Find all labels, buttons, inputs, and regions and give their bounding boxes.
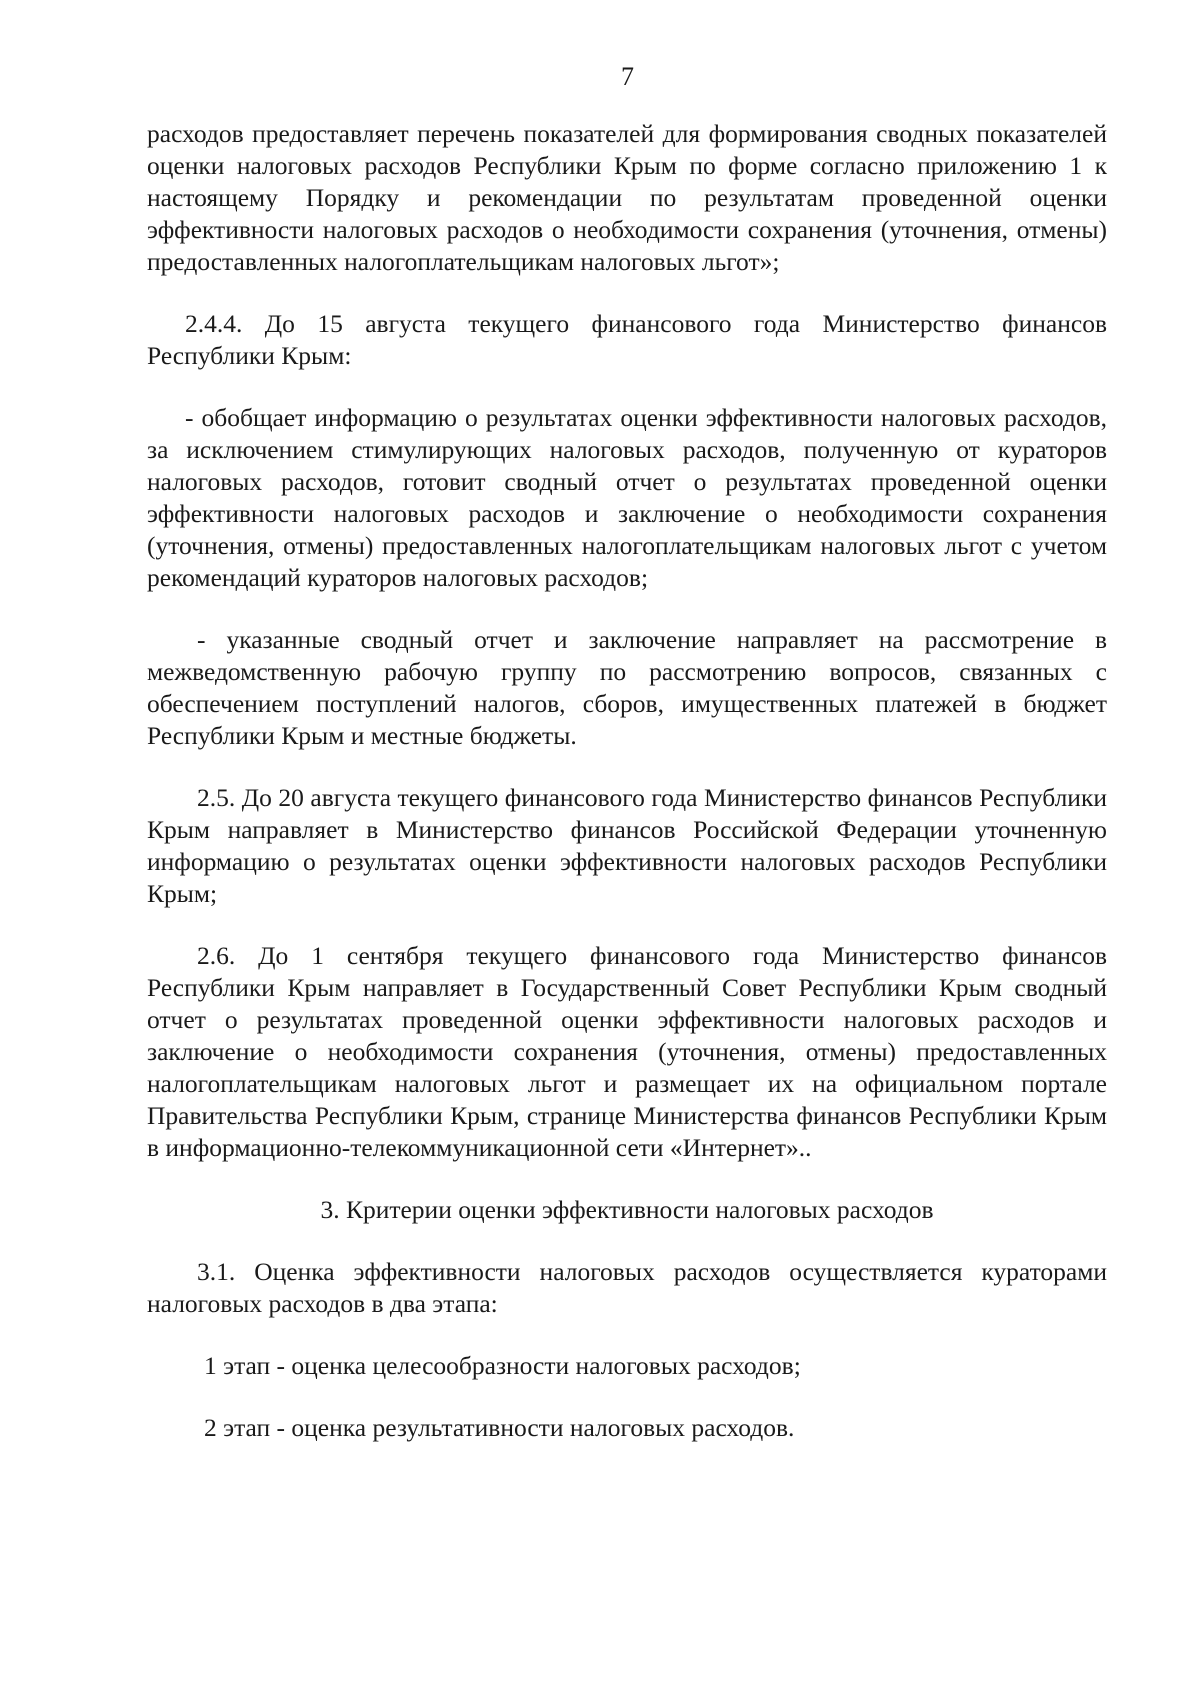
paragraph-2-6: 2.6. До 1 сентября текущего финансового года Министерство финансов Республики Крым направляет в Государственный Совет Республики Крым сводный отчет о результатах проведенной оценки эффективности налоговых расходов и заключение о необходимости сохранения (уточнения, отмены) предоставленных налогоплательщикам налоговых льгот и размещает их на официальном портале Правительства Республики Крым, странице Министерства финансов Республики Крым в информационно-телекоммуникационной сети «Интернет»..: [147, 941, 1107, 1162]
paragraph-2-4-4: 2.4.4. До 15 августа текущего финансового года Министерство финансов Республики Крым:: [147, 309, 1107, 370]
section-heading-3: 3. Критерии оценки эффективности налоговых расходов: [320, 1195, 934, 1224]
paragraph-continuation: расходов предоставляет перечень показателей для формирования сводных показателей оценки налоговых расходов Республики Крым по форме согласно приложению 1 к настоящему Порядку и рекомендации по результатам проведенной оценки эффективности налоговых расходов о необходимости сохранения (уточнения, отмены) предоставленных налогоплательщикам налоговых льгот»;: [147, 119, 1107, 276]
document-body: [147, 118, 1107, 1474]
page-number: 7: [621, 62, 634, 91]
paragraph-3-1: 3.1. Оценка эффективности налоговых расходов осуществляется кураторами налоговых расходов в два этапа:: [147, 1257, 1107, 1318]
stage-2: 2 этап - оценка результативности налоговых расходов.: [204, 1413, 795, 1442]
paragraph-summarizes-info: - обобщает информацию о результатах оценки эффективности налоговых расходов, за исключением стимулирующих налоговых расходов, полученную от кураторов налоговых расходов, готовит сводный отчет о результатах проведенной оценки эффективности налоговых расходов и заключение о необходимости сохранения (уточнения, отмены) предоставленных налогоплательщикам налоговых льгот с учетом рекомендаций кураторов налоговых расходов;: [147, 403, 1107, 592]
paragraph-sends-report: - указанные сводный отчет и заключение направляет на рассмотрение в межведомственную рабочую группу по рассмотрению вопросов, связанных с обеспечением поступлений налогов, сборов, имущественных платежей в бюджет Республики Крым и местные бюджеты.: [147, 625, 1107, 750]
paragraph-2-5: 2.5. До 20 августа текущего финансового года Министерство финансов Республики Крым направляет в Министерство финансов Российской Федерации уточненную информацию о результатах оценки эффективности налоговых расходов Республики Крым;: [147, 783, 1107, 908]
stage-1: 1 этап - оценка целесообразности налоговых расходов;: [204, 1351, 801, 1380]
